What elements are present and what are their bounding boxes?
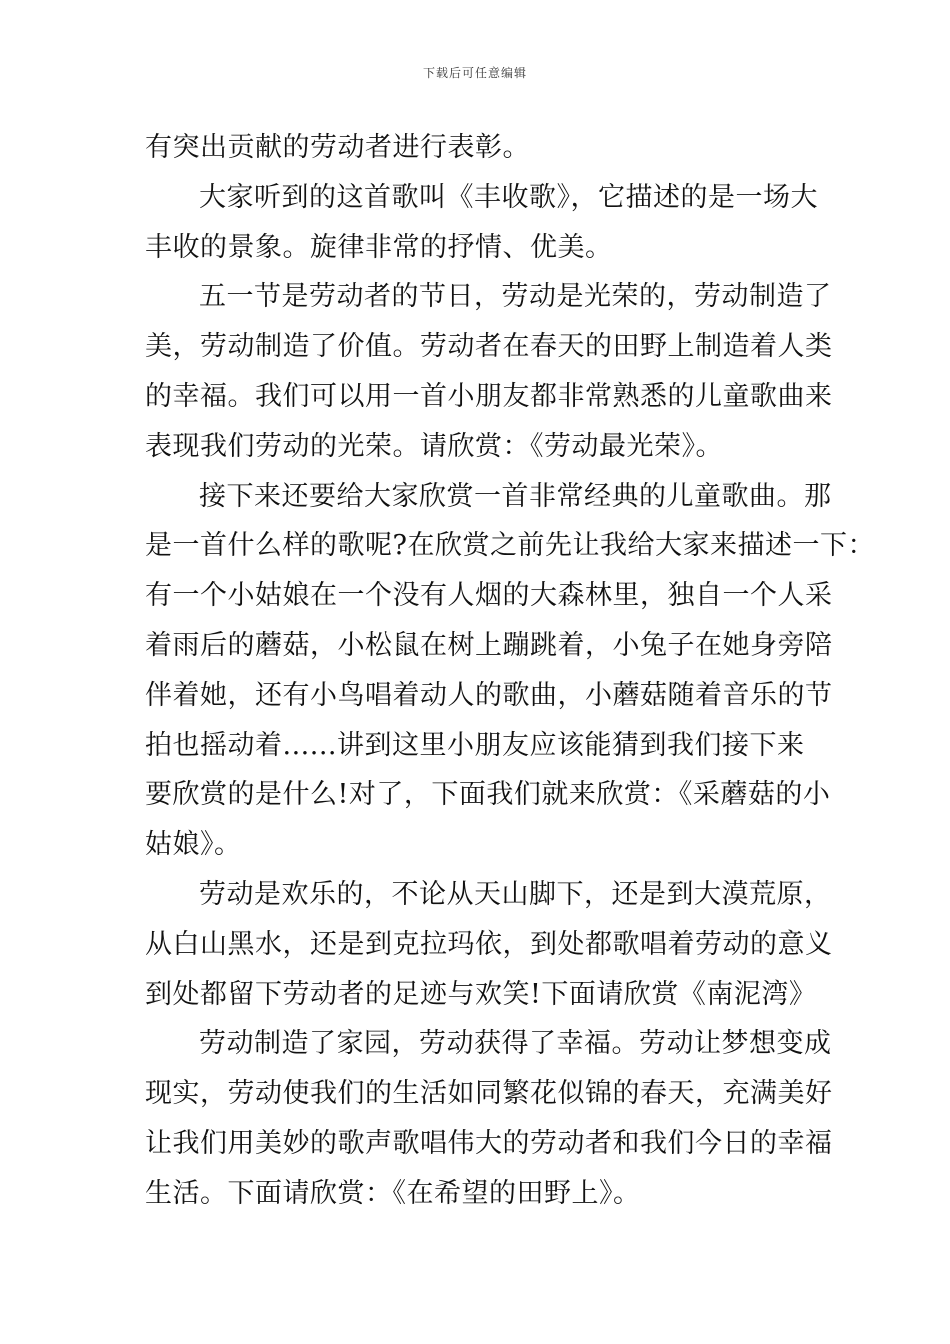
text-line: 是一首什么样的歌呢?在欣赏之前先让我给大家来描述一下： <box>145 530 875 562</box>
text-line: 姑娘》。 <box>145 829 242 861</box>
header-note: 下载后可任意编辑 <box>422 66 527 80</box>
text-line: 丰收的景象。旋律非常的抒情、优美。 <box>145 231 613 263</box>
paragraph <box>145 870 833 1019</box>
text-line: 有一个小姑娘在一个没有人烟的大森林里，独自一个人采 <box>145 580 833 612</box>
text-line: 着雨后的蘑菇，小松鼠在树上蹦跳着，小兔子在她身旁陪 <box>145 629 833 661</box>
document-body <box>145 123 875 1219</box>
text-line: 从白山黑水，还是到克拉玛依，到处都歌唱着劳动的意义 <box>145 928 833 960</box>
paragraph <box>145 1019 833 1218</box>
text-line: 让我们用美妙的歌声歌唱伟大的劳动者和我们今日的幸福 <box>145 1127 833 1159</box>
text-line: 美，劳动制造了价值。劳动者在春天的田野上制造着人类 <box>145 331 833 363</box>
text-line: 伴着她，还有小鸟唱着动人的歌曲，小蘑菇随着音乐的节 <box>145 679 833 711</box>
paragraph <box>145 123 810 173</box>
paragraph <box>145 173 818 273</box>
text-line: 表现我们劳动的光荣。请欣赏：《劳动最光荣》。 <box>145 430 723 462</box>
text-line: 大家听到的这首歌叫《丰收歌》，它描述的是一场大 <box>199 181 818 213</box>
text-line: 到处都留下劳动者的足迹与欢笑!下面请欣赏《南泥湾》 <box>145 978 817 1010</box>
text-line: 生活。下面请欣赏：《在希望的田野上》。 <box>145 1177 641 1209</box>
text-line: 劳动制造了家园，劳动获得了幸福。劳动让梦想变成 <box>199 1028 832 1060</box>
text-line: 要欣赏的是什么!对了，下面我们就来欣赏：《采蘑菇的小 <box>145 779 831 811</box>
paragraph <box>145 272 833 471</box>
text-line: 的幸福。我们可以用一首小朋友都非常熟悉的儿童歌曲来 <box>145 380 833 412</box>
text-line: 劳动是欢乐的，不论从天山脚下，还是到大漠荒原， <box>199 878 832 910</box>
text-line: 五一节是劳动者的节日，劳动是光荣的，劳动制造了 <box>199 281 832 313</box>
text-line: 有突出贡献的劳动者进行表彰。 <box>145 132 530 163</box>
paragraph <box>145 472 875 870</box>
text-line: 现实，劳动使我们的生活如同繁花似锦的春天，充满美好 <box>145 1078 833 1110</box>
text-line: 接下来还要给大家欣赏一首非常经典的儿童歌曲。那 <box>199 480 832 512</box>
text-line: 拍也摇动着......讲到这里小朋友应该能猜到我们接下来 <box>145 729 805 761</box>
